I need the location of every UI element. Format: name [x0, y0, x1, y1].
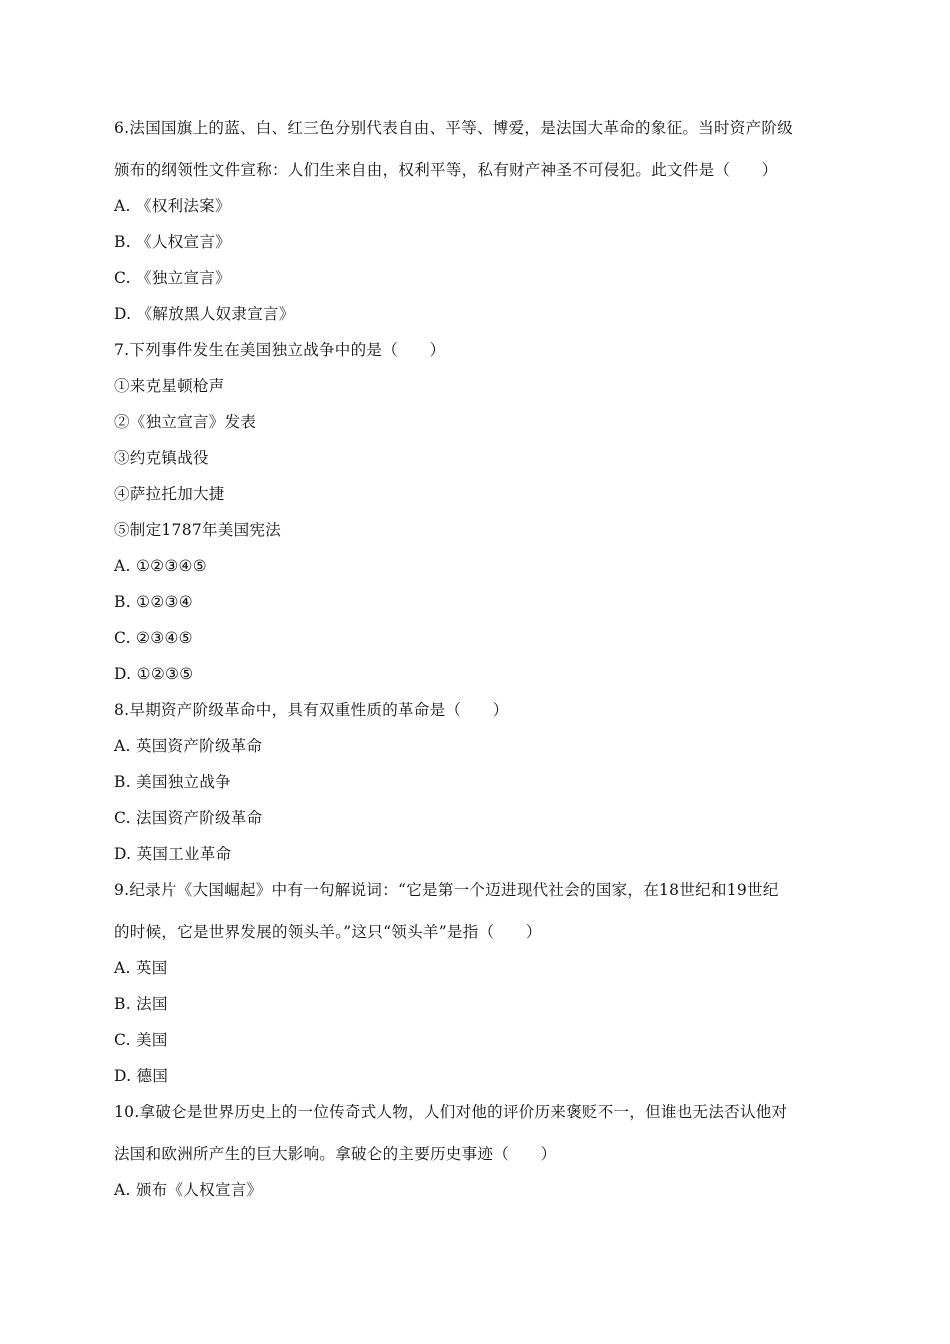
option-a: A. 英国: [114, 959, 168, 977]
option-a: A. 英国资产阶级革命: [114, 737, 263, 755]
event-item-1: ①来克星顿枪声: [114, 377, 225, 395]
option-c: C. 法国资产阶级革命: [114, 809, 263, 827]
question-stem-line: 8.早期资产阶级革命中，具有双重性质的革命是（ ）: [114, 701, 509, 719]
option-d: D. 《解放黑人奴隶宣言》: [114, 305, 295, 323]
option-d: D. ①②③⑤: [114, 665, 194, 683]
question-9: [114, 880, 840, 1086]
exam-page: [114, 118, 840, 1216]
event-item-3: ③约克镇战役: [114, 449, 209, 467]
question-8: [114, 700, 840, 864]
question-10: [114, 1102, 840, 1200]
option-a: A. 《权利法案》: [114, 197, 231, 215]
option-b: B. 《人权宣言》: [114, 233, 231, 251]
option-a: A. 颁布《人权宣言》: [114, 1181, 263, 1199]
question-stem-line: 6.法国国旗上的蓝、白、红三色分别代表自由、平等、博爱，是法国大革命的象征。当时资产阶级: [114, 119, 793, 137]
option-a: A. ①②③④⑤: [114, 557, 207, 575]
question-stem-line: 10.拿破仑是世界历史上的一位传奇式人物，人们对他的评价历来褒贬不一，但谁也无法否认他对: [114, 1103, 788, 1121]
option-b: B. 美国独立战争: [114, 773, 231, 791]
question-stem-line: 颁布的纲领性文件宣称：人们生来自由，权利平等，私有财产神圣不可侵犯。此文件是（ ）: [114, 161, 778, 179]
option-c: C. ②③④⑤: [114, 629, 193, 647]
option-c: C. 《独立宣言》: [114, 269, 231, 287]
question-stem-line: 9.纪录片《大国崛起》中有一句解说词：“它是第一个迈进现代社会的国家，在18世纪和19世纪: [114, 881, 779, 899]
event-item-4: ④萨拉托加大捷: [114, 485, 225, 503]
question-7: [114, 340, 840, 684]
option-c: C. 美国: [114, 1031, 168, 1049]
event-item-2: ②《独立宣言》发表: [114, 413, 257, 431]
question-stem-line: 法国和欧洲所产生的巨大影响。拿破仑的主要历史事迹（ ）: [114, 1145, 557, 1163]
question-stem-line: 7.下列事件发生在美国独立战争中的是（ ）: [114, 341, 446, 359]
event-item-5: ⑤制定1787年美国宪法: [114, 521, 282, 539]
option-b: B. ①②③④: [114, 593, 193, 611]
option-b: B. 法国: [114, 995, 168, 1013]
question-6: [114, 118, 840, 324]
option-d: D. 德国: [114, 1067, 169, 1085]
question-stem-line: 的时候，它是世界发展的领头羊。”这只“领头羊”是指（ ）: [114, 923, 542, 941]
option-d: D. 英国工业革命: [114, 845, 232, 863]
